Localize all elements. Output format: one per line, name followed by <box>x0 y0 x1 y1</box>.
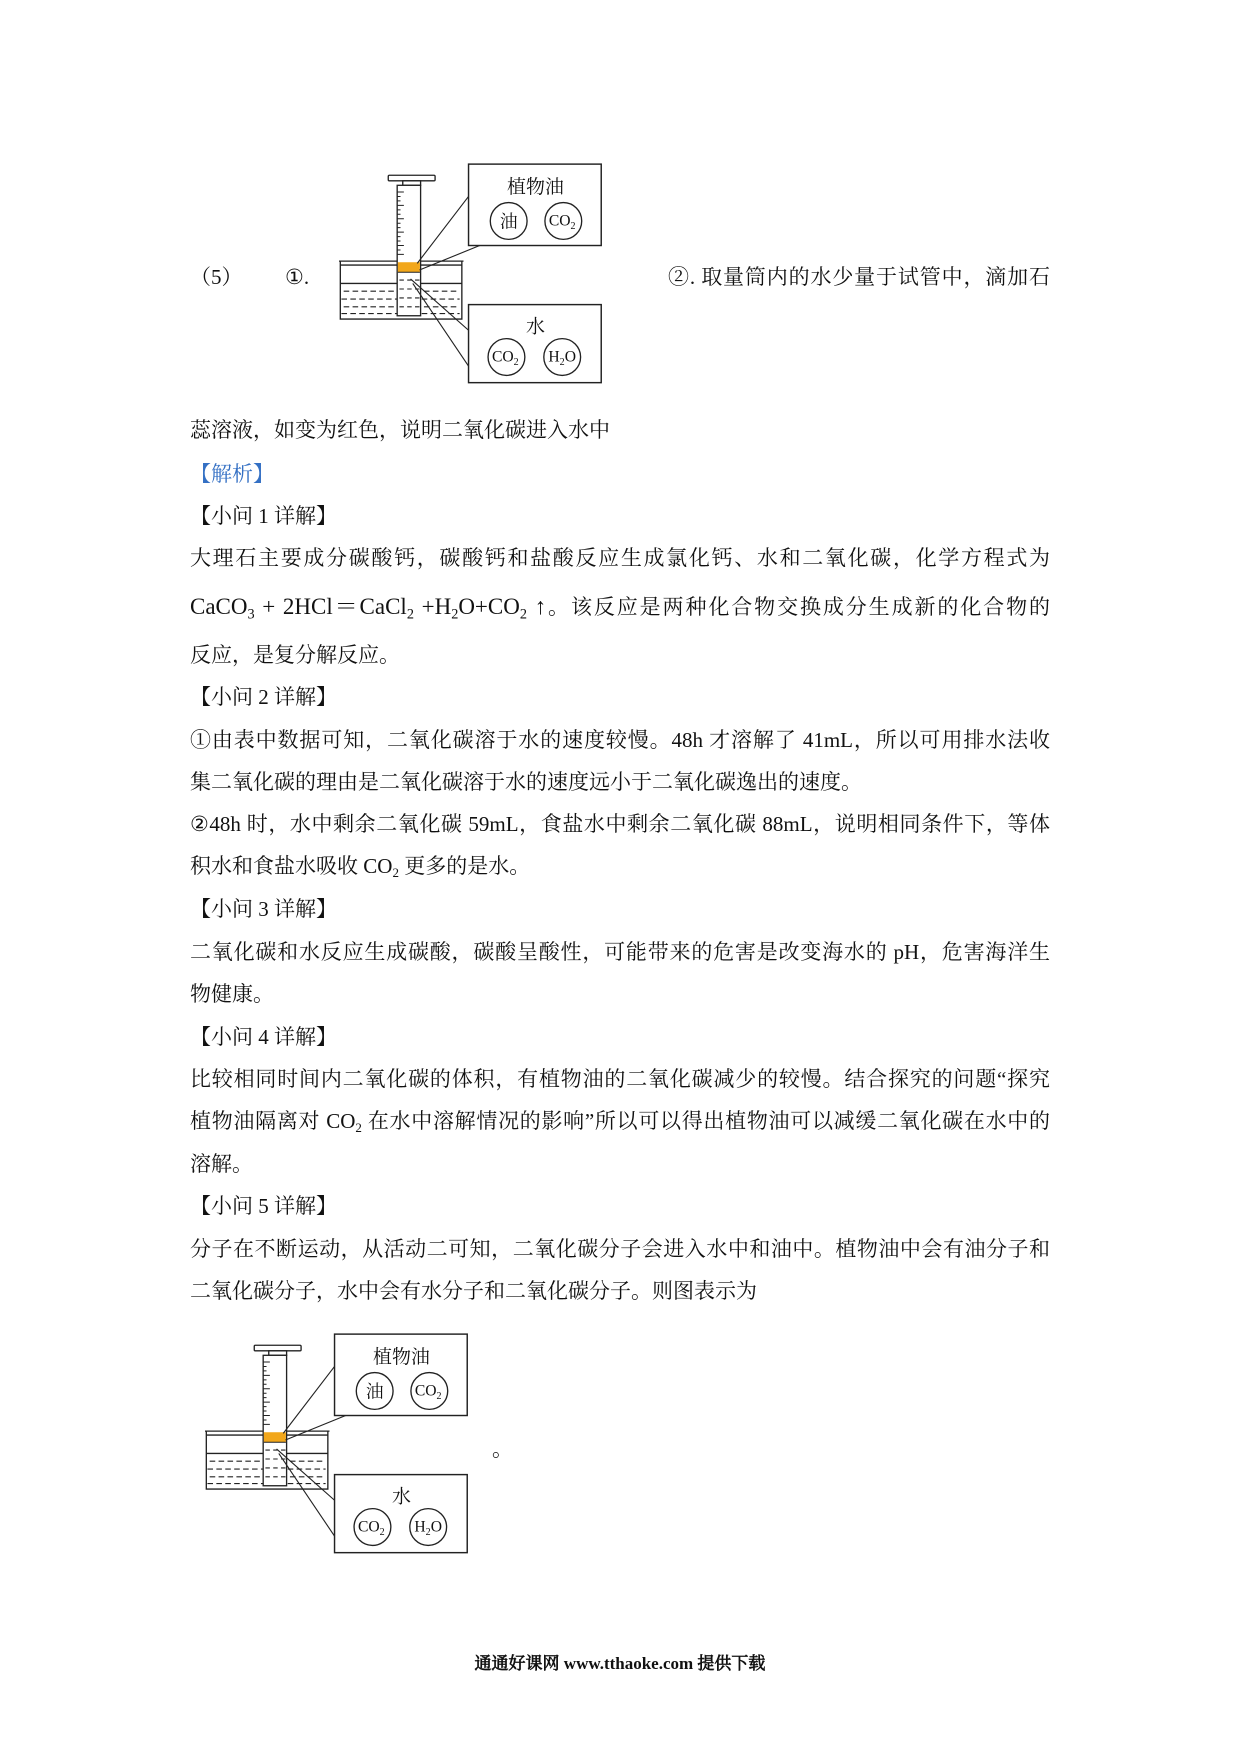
oil-molecule-label: 油 <box>365 1381 384 1402</box>
q5-line2: 二氧化碳分子，水中会有水分子和二氧化碳分子。则图表示为 <box>190 1279 757 1303</box>
h2o-o: O <box>564 348 576 366</box>
h2o-subscript: 2 <box>425 1526 431 1538</box>
oil-layer <box>398 262 420 272</box>
cylinder-neck <box>403 181 421 185</box>
water-box-title: 水 <box>525 316 545 338</box>
co2-subscript: 2 <box>436 1390 442 1402</box>
q5-heading: 【小问 5 详解】 <box>190 1194 337 1218</box>
water-box-title: 水 <box>391 1486 411 1508</box>
q2-line1: ①由表中数据可知，二氧化碳溶于水的速度较慢。48h 才溶解了 41mL，所以可用排水法收 <box>190 728 1050 752</box>
q2-line2: 集二氧化碳的理由是二氧化碳溶于水的速度远小于二氧化碳逸出的速度。 <box>190 770 862 794</box>
q2-heading: 【小问 2 详解】 <box>190 685 337 709</box>
eq-part: CaCO <box>190 594 248 619</box>
q4-line2 <box>190 1106 1050 1136</box>
h2o-subscript: 2 <box>559 356 565 368</box>
oil-callout-box <box>469 164 602 245</box>
question-label: （5） <box>190 265 243 289</box>
co2-formula: CO <box>363 854 393 878</box>
q3-line2: 物健康。 <box>190 982 274 1006</box>
cylinder-neck <box>269 1351 287 1355</box>
experiment-diagram <box>339 163 607 386</box>
h2o-h: H <box>548 348 560 366</box>
q2-line4 <box>190 851 1050 881</box>
cylinder-base <box>388 175 435 181</box>
experiment-diagram <box>205 1333 473 1556</box>
oil-layer <box>264 1432 286 1442</box>
co2-main: CO <box>491 348 514 366</box>
analysis-heading: 【解析】 <box>190 462 274 486</box>
co2-main: CO <box>357 1518 380 1536</box>
answer-part1-label: ①. <box>285 265 310 289</box>
analysis-diagram <box>205 1333 473 1556</box>
h2o-h: H <box>414 1518 426 1536</box>
figure-end-punctuation: 。 <box>492 1437 513 1461</box>
text-part: 植物油隔离对 <box>190 1109 327 1133</box>
co2-subscript: 2 <box>513 356 519 368</box>
water-callout-box <box>469 305 602 383</box>
h2o-o: O <box>430 1518 442 1536</box>
q4-line1: 比较相同时间内二氧化碳的体积，有植物油的二氧化碳减少的较慢。结合探究的问题“探究 <box>190 1067 1050 1091</box>
oil-callout-box <box>335 1334 468 1415</box>
q4-line3: 溶解。 <box>190 1152 253 1176</box>
eq-subscript: 2 <box>451 606 459 623</box>
q1-heading: 【小问 1 详解】 <box>190 504 337 528</box>
co2-subscript: 2 <box>392 864 399 880</box>
q3-line1: 二氧化碳和水反应生成碳酸，碳酸呈酸性，可能带来的危害是改变海水的 pH，危害海洋生 <box>190 940 1050 964</box>
cylinder-base <box>254 1345 301 1351</box>
q1-equation-line <box>190 592 1050 622</box>
q1-line1: 大理石主要成分碳酸钙，碳酸钙和盐酸反应生成氯化钙、水和二氧化碳，化学方程式为 <box>190 546 1050 570</box>
water-callout-box <box>335 1475 468 1553</box>
oil-box-title: 植物油 <box>507 177 564 199</box>
eq-part: O+CO <box>458 594 520 619</box>
co2-formula: CO <box>326 1109 356 1133</box>
co2-subscript: 2 <box>570 220 576 232</box>
eq-subscript: 2 <box>406 606 414 623</box>
eq-subscript: 3 <box>247 606 255 623</box>
eq-arrow: ↑ <box>526 594 547 619</box>
oil-box-title: 植物油 <box>373 1347 430 1369</box>
text-part: 积水和食盐水吸收 <box>190 854 364 878</box>
text-part: 在水中溶解情况的影响”所以可以得出植物油可以减缓二氧化碳在水中的 <box>361 1109 1050 1133</box>
q5-line1: 分子在不断运动，从活动二可知，二氧化碳分子会进入水中和油中。植物油中会有油分子和 <box>190 1237 1050 1261</box>
eq-part: +H <box>413 594 452 619</box>
co2-main: CO <box>548 212 571 230</box>
q4-heading: 【小问 4 详解】 <box>190 1025 337 1049</box>
eq-part: + 2HCl＝CaCl <box>254 594 407 619</box>
oil-molecule-label: 油 <box>499 211 518 232</box>
q2-line3: ②48h 时，水中剩余二氧化碳 59mL，食盐水中剩余二氧化碳 88mL，说明相同条件下，等体 <box>190 812 1050 836</box>
chemical-equation <box>190 594 547 623</box>
answer-part2-line2: 蕊溶液，如变为红色，说明二氧化碳进入水中 <box>190 418 610 442</box>
co2-main: CO <box>414 1382 437 1400</box>
page-footer: 通通好课网 www.tthaoke.com 提供下载 <box>474 1654 766 1673</box>
q3-heading: 【小问 3 详解】 <box>190 897 337 921</box>
q1-line2-rest: 。该反应是两种化合物交换成分生成新的化合物的 <box>546 595 1050 619</box>
co2-subscript: 2 <box>379 1526 385 1538</box>
q1-line3: 反应，是复分解反应。 <box>190 643 400 667</box>
co2-subscript: 2 <box>355 1119 362 1135</box>
text-part: 更多的是水。 <box>398 854 531 878</box>
answer-diagram <box>339 163 607 386</box>
answer-part2-line1: ②. 取量筒内的水少量于试管中，滴加石 <box>668 265 1050 289</box>
eq-subscript: 2 <box>519 606 527 623</box>
